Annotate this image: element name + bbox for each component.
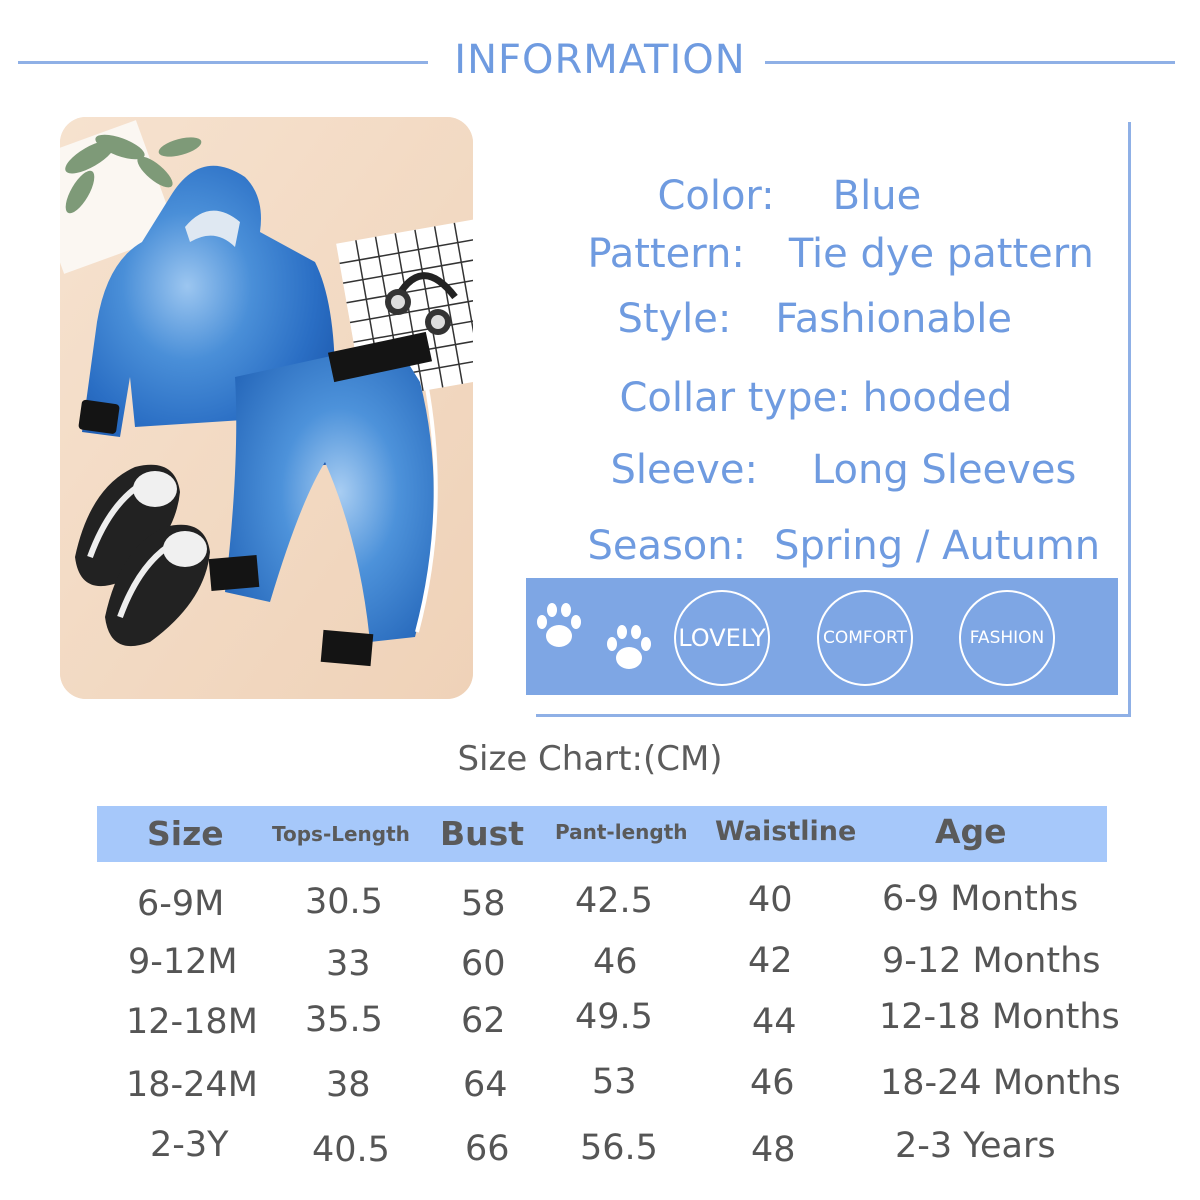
cell-size: 6-9M xyxy=(137,884,225,924)
cell-age: 6-9 Months xyxy=(882,879,1079,919)
info-season-value: Spring / Autumn xyxy=(774,523,1101,569)
cell-waistline: 46 xyxy=(750,1063,795,1103)
cell-age: 12-18 Months xyxy=(879,997,1120,1037)
info-frame-right xyxy=(1128,122,1131,717)
header-title: INFORMATION xyxy=(454,37,746,83)
cell-tops-length: 40.5 xyxy=(312,1130,390,1170)
cell-waistline: 48 xyxy=(751,1130,796,1170)
info-color-label: Color: xyxy=(657,173,775,219)
cell-size: 12-18M xyxy=(126,1002,258,1042)
badge-lovely: LOVELY xyxy=(674,590,770,686)
info-color-value: Blue xyxy=(832,173,922,219)
cell-waistline: 44 xyxy=(752,1002,797,1042)
cell-pant-length: 42.5 xyxy=(575,881,653,921)
paw-icon xyxy=(604,622,654,677)
cell-waistline: 40 xyxy=(748,880,793,920)
info-style-label: Style: xyxy=(617,296,732,342)
info-sleeve-label: Sleeve: xyxy=(610,447,758,493)
badge-fashion: FASHION xyxy=(959,590,1055,686)
info-sleeve-value: Long Sleeves xyxy=(811,447,1077,493)
th-waistline: Waistline xyxy=(715,816,857,847)
info-pattern-value: Tie dye pattern xyxy=(788,231,1094,277)
cell-waistline: 42 xyxy=(748,941,793,981)
cell-tops-length: 35.5 xyxy=(305,1000,383,1040)
cell-bust: 62 xyxy=(461,1001,506,1041)
cell-size: 2-3Y xyxy=(150,1125,229,1165)
cell-bust: 60 xyxy=(461,944,506,984)
info-season xyxy=(562,474,1100,570)
product-photo xyxy=(60,117,473,699)
info-season-label: Season: xyxy=(587,523,747,569)
info-collar-value: hooded xyxy=(862,375,1013,421)
cell-bust: 58 xyxy=(461,884,506,924)
cell-tops-length: 30.5 xyxy=(305,882,383,922)
th-bust: Bust xyxy=(440,814,525,853)
cell-tops-length: 33 xyxy=(326,944,371,984)
paw-icon xyxy=(534,600,584,655)
cell-bust: 66 xyxy=(465,1129,510,1169)
cell-pant-length: 49.5 xyxy=(575,997,653,1037)
th-pant-length: Pant-length xyxy=(555,820,688,844)
cell-tops-length: 38 xyxy=(326,1065,371,1105)
product-photo-illustration xyxy=(60,117,473,699)
badge-comfort: COMFORT xyxy=(817,590,913,686)
info-collar-label: Collar type: xyxy=(619,375,851,421)
header-line-left xyxy=(18,61,428,64)
size-chart-title: Size Chart:(CM) xyxy=(457,739,723,779)
cell-pant-length: 46 xyxy=(593,942,638,982)
th-size: Size xyxy=(147,814,224,853)
info-frame-bottom xyxy=(536,714,1130,717)
header-line-right xyxy=(765,61,1175,64)
th-tops-length: Tops-Length xyxy=(272,822,410,846)
cell-size: 18-24M xyxy=(126,1065,258,1105)
size-table-header xyxy=(97,806,1107,862)
cell-age: 2-3 Years xyxy=(895,1126,1056,1166)
cell-pant-length: 56.5 xyxy=(580,1128,658,1168)
cell-bust: 64 xyxy=(463,1065,508,1105)
info-style-value: Fashionable xyxy=(775,296,1012,342)
feature-banner xyxy=(526,578,1118,695)
cell-age: 18-24 Months xyxy=(880,1063,1121,1103)
cell-age: 9-12 Months xyxy=(882,941,1101,981)
info-pattern-label: Pattern: xyxy=(587,231,745,277)
cell-size: 9-12M xyxy=(128,942,238,982)
th-age: Age xyxy=(935,812,1007,851)
cell-pant-length: 53 xyxy=(592,1062,637,1102)
